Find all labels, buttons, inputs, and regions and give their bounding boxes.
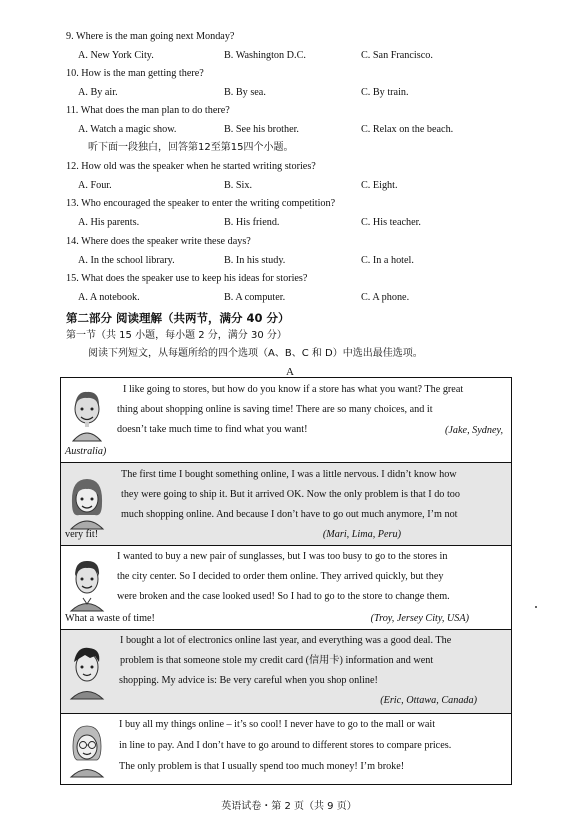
author-signature: (Jake, Sydney, (445, 425, 503, 436)
question-stem: 15. What does the speaker use to keep his ideas for stories? (66, 273, 308, 284)
option-a: A. In the school library. (78, 255, 175, 266)
option-b: B. In his study. (224, 255, 286, 266)
testimonial-row (61, 463, 511, 546)
testimonial-line: the city center. So I decided to order them online. They arrived quickly, but they (117, 571, 444, 582)
option-c: C. A phone. (361, 292, 410, 303)
speck (535, 606, 537, 608)
option-a: A. Watch a magic show. (78, 124, 177, 135)
page-footer: 英语试卷・第 2 页（共 9 页） (221, 801, 357, 812)
part2-heading: 第二部分 阅读理解（共两节，满分 40 分） (66, 311, 290, 325)
option-a: A. New York City. (78, 50, 154, 61)
testimonial-line: doesn’t take much time to find what you want! (117, 424, 308, 435)
testimonial-line: The first time I bought something online, I was a little nervous. I didn’t know how (121, 469, 457, 480)
question-stem: 14. Where does the speaker write these days? (66, 236, 251, 247)
testimonial-tail: What a waste of time! (65, 613, 155, 624)
testimonial-line: I bought a lot of electronics online last year, and everything was a good deal. The (120, 635, 452, 646)
girl-avatar-icon (65, 473, 109, 531)
passage-label: A (286, 366, 294, 378)
question-stem: 10. How is the man getting there? (66, 68, 204, 79)
testimonial-line: I buy all my things online – it’s so cool! I never have to go to the mall or wait (119, 719, 436, 730)
question-stem: 13. Who encouraged the speaker to enter the writing competition? (66, 198, 336, 209)
option-a: A. By air. (78, 87, 118, 98)
testimonial-line: were broken and the case looked used! So I had to go to the store to change them. (117, 591, 450, 602)
testimonial-line: problem is that someone stole my credit card (信用卡) information and went (120, 655, 434, 666)
testimonial-row (61, 714, 511, 784)
testimonial-tail: very fit! (65, 529, 99, 540)
boy-avatar-icon (65, 385, 109, 443)
monologue-note: 听下面一段独白，回答第12至第15四个小题。 (88, 142, 294, 153)
option-a: A. Four. (78, 180, 112, 191)
option-b: B. See his brother. (224, 124, 299, 135)
option-c: C. San Francisco. (361, 50, 433, 61)
option-c: C. Relax on the beach. (361, 124, 454, 135)
author-signature: (Troy, Jersey City, USA) (370, 613, 469, 624)
option-c: C. Eight. (361, 180, 398, 191)
reading-instruction: 阅读下列短文，从每题所给的四个选项（A、B、C 和 D）中选出最佳选项。 (88, 348, 423, 359)
testimonial-line: they were going to ship it. But it arrived OK. Now the only problem is that I do too (121, 489, 460, 500)
testimonial-line: I like going to stores, but how do you know if a store has what you want? The great (123, 384, 464, 395)
question-stem: 9. Where is the man going next Monday? (66, 31, 235, 42)
author-signature: (Mari, Lima, Peru) (322, 529, 401, 540)
testimonial-line: much shopping online. And because I don’t have to go out much anymore, I’m not (121, 509, 458, 520)
option-b: B. His friend. (224, 217, 280, 228)
option-b: B. A computer. (224, 292, 286, 303)
section1-heading: 第一节（共 15 小题，每小题 2 分，满分 30 分） (66, 330, 287, 341)
option-c: C. His teacher. (361, 217, 421, 228)
testimonial-line: thing about shopping online is saving time! There are so many choices, and it (117, 404, 433, 415)
option-b: B. Washington D.C. (224, 50, 306, 61)
question-stem: 12. How old was the speaker when he started writing stories? (66, 161, 316, 172)
option-a: A. A notebook. (78, 292, 140, 303)
option-b: B. By sea. (224, 87, 266, 98)
testimonial-row (61, 630, 511, 714)
testimonial-line: in line to pay. And I don’t have to go around to different stores to compare prices. (119, 740, 452, 751)
young-man-avatar-icon (65, 642, 109, 700)
testimonial-row (61, 546, 511, 630)
question-stem: 11. What does the man plan to do there? (66, 105, 230, 116)
author-signature: (Eric, Ottawa, Canada) (380, 695, 477, 706)
author-signature-tail: Australia) (65, 446, 107, 457)
option-c: C. In a hotel. (361, 255, 414, 266)
option-a: A. His parents. (78, 217, 140, 228)
woman-avatar-icon (65, 720, 109, 778)
testimonial-table (60, 377, 512, 785)
man-avatar-icon (65, 554, 109, 612)
testimonial-line: The only problem is that I usually spend too much money! I’m broke! (119, 761, 405, 772)
testimonial-line: I wanted to buy a new pair of sunglasses, but I was too busy to go to the stores in (117, 551, 448, 562)
option-c: C. By train. (361, 87, 409, 98)
testimonial-row (61, 378, 511, 463)
testimonial-line: shopping. My advice is: Be very careful when you shop online! (119, 675, 378, 686)
option-b: B. Six. (224, 180, 253, 191)
